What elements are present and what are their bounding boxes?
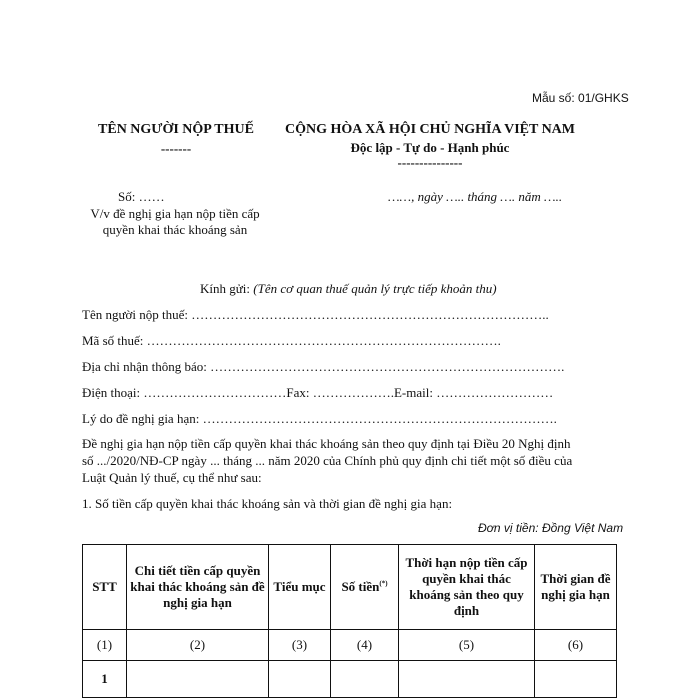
table-cell [127, 661, 269, 698]
subject-line-1: V/v đề nghị gia hạn nộp tiền cấp [90, 206, 260, 221]
header-amount-label: Số tiền [341, 579, 380, 594]
deferral-table [82, 544, 617, 698]
subject-line-2: quyền khai thác khoáng sản [102, 222, 248, 237]
addressee-label: Kính gửi: [200, 281, 254, 296]
document-number: Số: …… [118, 189, 165, 204]
addressee-value: (Tên cơ quan thuế quản lý trực tiếp khoản thu) [253, 281, 497, 296]
index-cell: (5) [399, 630, 535, 661]
table-index-row [83, 630, 617, 661]
table-cell [269, 661, 331, 698]
header-amount-note: (*) [379, 579, 388, 588]
header-sub-item: Tiểu mục [269, 545, 331, 630]
address-field: Địa chỉ nhận thông báo: ………………………………………………………………………. [82, 359, 565, 374]
body-text-line-1: Đề nghị gia hạn nộp tiền cấp quyền khai thác khoáng sản theo quy định tại Điều 20 Nghị định [82, 436, 571, 451]
taxpayer-name-field: Tên người nộp thuế: ……………………………………………………………………….. [82, 307, 549, 322]
table-header-row [83, 545, 617, 630]
header-amount [331, 545, 399, 630]
body-text-line-3: Luật Quản lý thuế, cụ thể như sau: [82, 470, 262, 485]
index-cell: (4) [331, 630, 399, 661]
table-cell [535, 661, 617, 698]
country-title: CỘNG HÒA XÃ HỘI CHỦ NGHĨA VIỆT NAM [284, 122, 575, 137]
index-cell: (6) [535, 630, 617, 661]
addressee-line [200, 281, 497, 297]
table-row [83, 661, 617, 698]
national-motto: Độc lập - Tự do - Hạnh phúc [350, 140, 510, 155]
right-header-dashes: --------------- [397, 155, 463, 170]
section-1-title: 1. Số tiền cấp quyền khai thác khoáng sản và thời gian đề nghị gia hạn: [82, 496, 453, 511]
left-header-dashes: ------- [160, 141, 192, 156]
tax-code-field: Mã số thuế: ………………………………………………………………………. [82, 333, 501, 348]
table-cell [399, 661, 535, 698]
header-due-date: Thời hạn nộp tiền cấp quyền khai thác khoáng sản theo quy định [399, 545, 535, 630]
form-code: Mẫu số: 01/GHKS [532, 91, 629, 105]
taxpayer-header-title: TÊN NGƯỜI NỘP THUẾ [98, 122, 254, 137]
index-cell: (3) [269, 630, 331, 661]
date-line: ……, ngày ….. tháng …. năm ….. [388, 189, 563, 204]
table-cell [331, 661, 399, 698]
header-extension-period: Thời gian đề nghị gia hạn [535, 545, 617, 630]
index-cell: (1) [83, 630, 127, 661]
contact-field: Điện thoại: ……………………………Fax: ……………….E-mail: ……………………… [82, 385, 554, 400]
body-text-line-2: số .../2020/NĐ-CP ngày ... tháng ... năm 2020 của Chính phủ quy định chi tiết một số điều của [82, 453, 573, 468]
row-stt-cell: 1 [83, 661, 127, 698]
currency-unit: Đơn vị tiền: Đồng Việt Nam [478, 521, 624, 535]
header-detail: Chi tiết tiền cấp quyền khai thác khoáng sản đề nghị gia hạn [127, 545, 269, 630]
index-cell: (2) [127, 630, 269, 661]
reason-field: Lý do đề nghị gia hạn: ………………………………………………………………………. [82, 411, 557, 426]
header-stt: STT [83, 545, 127, 630]
